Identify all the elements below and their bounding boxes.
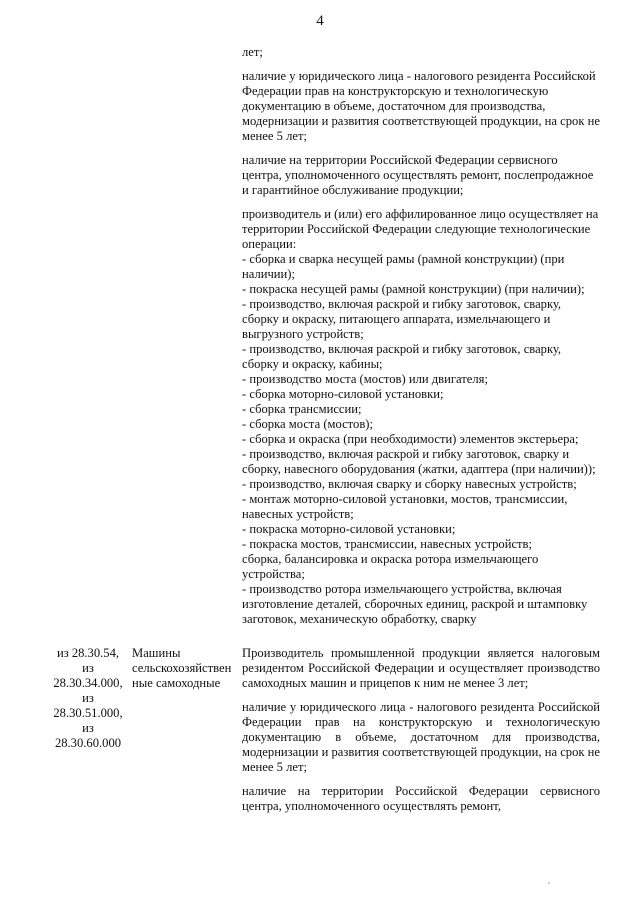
requirements-column-top bbox=[242, 45, 600, 627]
operation-item: - покраска моторно-силовой установки; bbox=[242, 522, 456, 536]
okpd-code-line: из bbox=[82, 691, 94, 705]
okpd-codes-cell bbox=[48, 646, 128, 751]
paragraph-service-center: наличие на территории Российской Федерации сервисного центра, уполномоченного осуществлять ремонт, bbox=[242, 784, 600, 813]
operation-item: - производство, включая раскрой и гибку заготовок, сварку и сборку, навесного оборудования (жатки, адаптера (при наличии)); bbox=[242, 447, 596, 476]
okpd-code-line: 28.30.60.000 bbox=[54, 736, 122, 750]
product-name-cell bbox=[132, 646, 240, 691]
paragraph-producer: Производитель промышленной продукции является налоговым резидентом Российской Федерации и осуществляет производство самоходных машин и прицепов к ним не менее 3 лет; bbox=[242, 646, 600, 690]
requirements-column-row2 bbox=[242, 646, 600, 823]
operation-item: - производство, включая сварку и сборку навесных устройств; bbox=[242, 477, 577, 491]
product-name-line: Машины bbox=[132, 646, 181, 660]
operation-item: сборка, балансировка и окраска ротора измельчающего устройства; bbox=[242, 552, 539, 581]
okpd-code-line: из bbox=[82, 721, 94, 735]
operations-list bbox=[242, 252, 600, 627]
operation-item: - сборка моста (мостов); bbox=[242, 417, 373, 431]
okpd-code-line: из 28.30.54, bbox=[56, 646, 120, 660]
scan-artifact bbox=[548, 882, 550, 884]
page-number: 4 bbox=[316, 13, 324, 29]
paragraph-operations-intro: производитель и (или) его аффилированное лицо осуществляет на территории Российской Федерации следующие технологические операции: bbox=[242, 207, 599, 251]
operation-item: - производство, включая раскрой и гибку заготовок, сварку, сборку и окраску, питающего аппарата, измельчающего и выгрузного устройств; bbox=[242, 297, 562, 341]
operation-item: - монтаж моторно-силовой установки, мостов, трансмиссии, навесных устройств; bbox=[242, 492, 568, 521]
okpd-code-line: 28.30.51.000, bbox=[53, 706, 123, 720]
operation-item: - покраска несущей рамы (рамной конструкции) (при наличии); bbox=[242, 282, 585, 296]
operation-item: - сборка трансмиссии; bbox=[242, 402, 362, 416]
operation-item: - покраска мостов, трансмиссии, навесных устройств; bbox=[242, 537, 532, 551]
operation-item: - сборка и сварка несущей рамы (рамной конструкции) (при наличии); bbox=[242, 252, 565, 281]
okpd-code-line: из bbox=[82, 661, 94, 675]
operation-item: - сборка моторно-силовой установки; bbox=[242, 387, 444, 401]
first-line: лет; bbox=[242, 45, 263, 59]
operation-item: - производство моста (мостов) или двигателя; bbox=[242, 372, 488, 386]
okpd-code-line: 28.30.34.000, bbox=[53, 676, 123, 690]
paragraph-service-center: наличие на территории Российской Федерации сервисного центра, уполномоченного осуществлять ремонт, послепродажное и гарантийное обслуживание продукции; bbox=[242, 153, 594, 197]
product-name-line: ные самоходные bbox=[132, 676, 221, 690]
paragraph-rights: наличие у юридического лица - налогового резидента Российской Федерации прав на конструкторскую и технологическую документацию в объеме, достаточном для производства, модернизации и развития соответствующей продукции, на срок не менее 5 лет; bbox=[242, 700, 600, 774]
paragraph-rights: наличие у юридического лица - налогового резидента Российской Федерации прав на конструкторскую и технологическую документацию в объеме, достаточном для производства, модернизации и развития соответствующей продукции, на срок не менее 5 лет; bbox=[242, 69, 600, 143]
operation-item: - сборка и окраска (при необходимости) элементов экстерьера; bbox=[242, 432, 579, 446]
product-name-line: сельскохозяйствен bbox=[132, 661, 232, 675]
operation-item: - производство, включая раскрой и гибку заготовок, сварку, сборку и окраску, кабины; bbox=[242, 342, 562, 371]
operation-item: - производство ротора измельчающего устройства, включая изготовление деталей, сборочных единиц, раскрой и штамповку заготовок, механическую обработку, сварку bbox=[242, 582, 588, 626]
